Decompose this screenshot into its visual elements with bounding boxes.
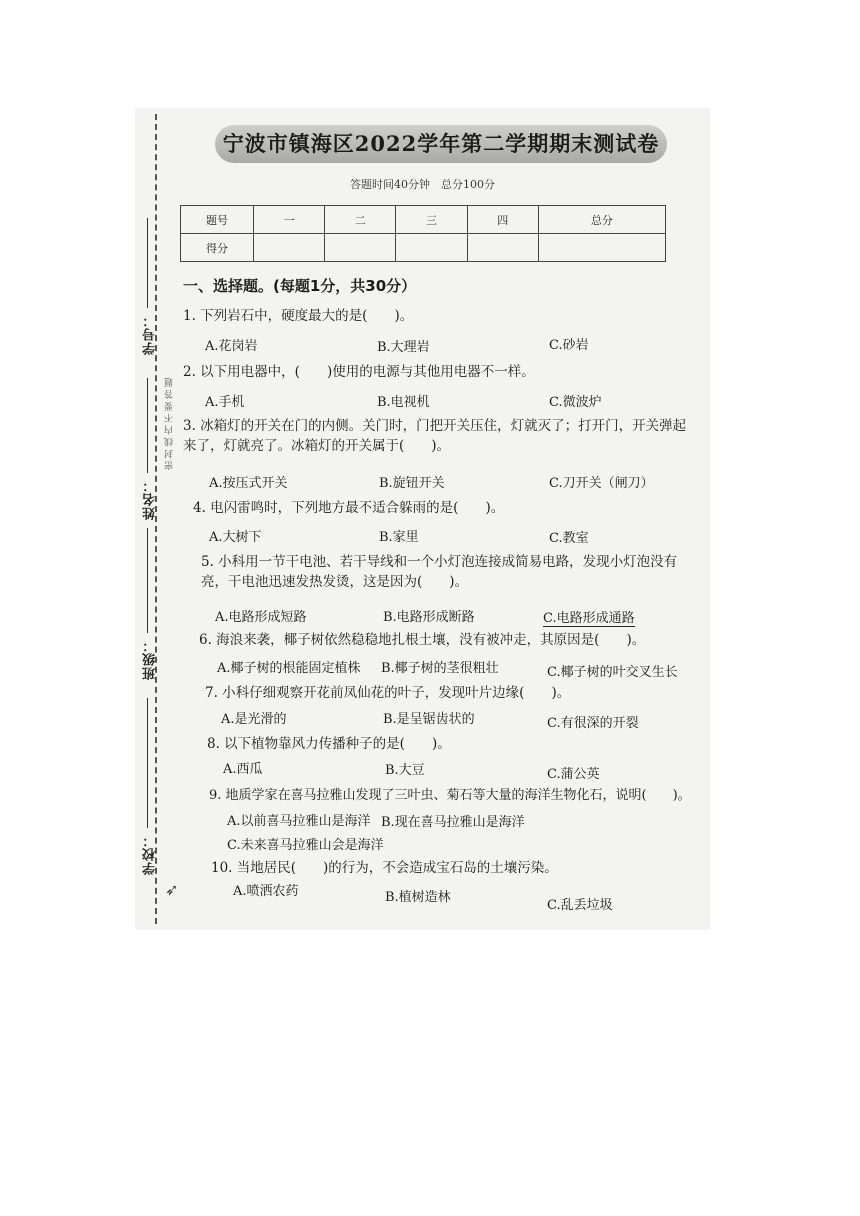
score-row-label: 得分	[181, 234, 254, 262]
score-cell[interactable]	[325, 234, 396, 262]
exam-title: 宁波市镇海区2022学年第二学期期末测试卷	[215, 125, 667, 163]
class-label: 班级：	[143, 638, 158, 680]
class-line	[147, 528, 148, 633]
score-cell[interactable]	[254, 234, 325, 262]
score-cell[interactable]	[467, 234, 538, 262]
q10-option-c[interactable]: C.乱丢垃圾	[547, 898, 613, 913]
exam-paper	[135, 108, 710, 930]
q5-option-a[interactable]: A.电路形成短路	[215, 610, 307, 625]
school-line	[147, 698, 148, 828]
q7-option-a[interactable]: A.是光滑的	[221, 712, 287, 727]
question-5: 5. 小科用一节干电池、若干导线和一个小灯泡连接成简易电路，发现小灯泡没有亮，干电池迅速发热发烫，这是因为( )。	[201, 554, 678, 590]
q9-option-b[interactable]: B.现在喜马拉雅山是海洋	[381, 815, 525, 830]
question-6: 6. 海浪来袭，椰子树依然稳稳地扎根土壤，没有被冲走，其原因是( )。	[199, 632, 646, 648]
score-table	[180, 205, 666, 262]
score-header-cell: 题号	[181, 206, 254, 234]
q7-option-c[interactable]: C.有很深的开裂	[547, 716, 639, 731]
score-header-cell: 三	[396, 206, 467, 234]
question-1: 1. 下列岩石中，硬度最大的是( )。	[183, 308, 414, 324]
score-header-cell: 一	[254, 206, 325, 234]
question-2: 2. 以下用电器中，( )使用的电源与其他用电器不一样。	[183, 364, 535, 380]
question-9: 9. 地质学家在喜马拉雅山发现了三叶虫、菊石等大量的海洋生物化石，说明( )。	[209, 788, 691, 803]
name-label: 姓名：	[143, 478, 158, 520]
q8-option-a[interactable]: A.西瓜	[223, 762, 263, 777]
q6-option-c[interactable]: C.椰子树的叶交叉生长	[547, 665, 678, 680]
q4-option-b[interactable]: B.家里	[379, 530, 419, 545]
question-8: 8. 以下植物靠风力传播种子的是( )。	[207, 736, 451, 752]
q3-option-a[interactable]: A.按压式开关	[209, 476, 288, 491]
q4-option-a[interactable]: A.大树下	[209, 530, 262, 545]
student-id-line	[147, 218, 148, 308]
seal-warning-text: 密 封 线 内 不 要 答 题	[165, 378, 175, 471]
score-header-cell: 四	[467, 206, 538, 234]
q6-option-b[interactable]: B.椰子树的茎很粗壮	[381, 661, 499, 676]
student-id-label: 学号：	[143, 313, 158, 355]
score-header-cell: 二	[325, 206, 396, 234]
score-cell[interactable]	[396, 234, 467, 262]
question-3: 3. 冰箱灯的开关在门的内侧。关门时，门把开关压住，灯就灭了；打开门，开关弹起来了，灯就亮了。冰箱灯的开关属于( )。	[183, 418, 687, 454]
question-4: 4. 电闪雷鸣时，下列地方最不适合躲雨的是( )。	[193, 500, 505, 516]
q5-option-c[interactable]: C.电路形成通路	[543, 607, 635, 627]
q2-option-a[interactable]: A.手机	[205, 395, 245, 410]
q1-option-c[interactable]: C.砂岩	[549, 338, 589, 353]
question-7: 7. 小科仔细观察开花前凤仙花的叶子，发现叶片边缘( )。	[205, 685, 571, 701]
score-table-score-row	[181, 234, 666, 262]
q10-option-b[interactable]: B.植树造林	[385, 890, 451, 905]
q2-option-b[interactable]: B.电视机	[377, 395, 430, 410]
q9-option-c[interactable]: C.未来喜马拉雅山会是海洋	[227, 838, 384, 853]
q6-option-a[interactable]: A.椰子树的根能固定植株	[217, 661, 361, 676]
q10-option-a[interactable]: A.喷洒农药	[233, 884, 299, 899]
q3-option-c[interactable]: C.刀开关（闸刀）	[549, 476, 654, 491]
q9-option-a[interactable]: A.以前喜马拉雅山是海洋	[227, 814, 371, 829]
score-cell[interactable]	[538, 234, 665, 262]
q8-option-b[interactable]: B.大豆	[385, 763, 425, 778]
q8-option-c[interactable]: C.蒲公英	[547, 767, 600, 782]
q1-option-b[interactable]: B.大理岩	[377, 340, 430, 355]
score-table-header-row	[181, 206, 666, 234]
q3-option-b[interactable]: B.旋钮开关	[379, 476, 445, 491]
score-header-cell: 总分	[538, 206, 665, 234]
question-10: 10. 当地居民( )的行为，不会造成宝石岛的土壤污染。	[211, 860, 558, 876]
school-label: 学校：	[143, 833, 158, 875]
name-line	[147, 378, 148, 473]
q1-option-a[interactable]: A.花岗岩	[205, 339, 258, 354]
q2-option-c[interactable]: C.微波炉	[549, 395, 602, 410]
q4-option-c[interactable]: C.教室	[549, 531, 589, 546]
exam-subtitle: 答题时间40分钟 总分100分	[350, 178, 495, 191]
bird-icon: ➶	[165, 880, 179, 899]
section-title: 一、选择题。(每题1分，共30分）	[183, 277, 417, 295]
q7-option-b[interactable]: B.是呈锯齿状的	[383, 712, 475, 727]
q5-option-b[interactable]: B.电路形成断路	[383, 610, 475, 625]
